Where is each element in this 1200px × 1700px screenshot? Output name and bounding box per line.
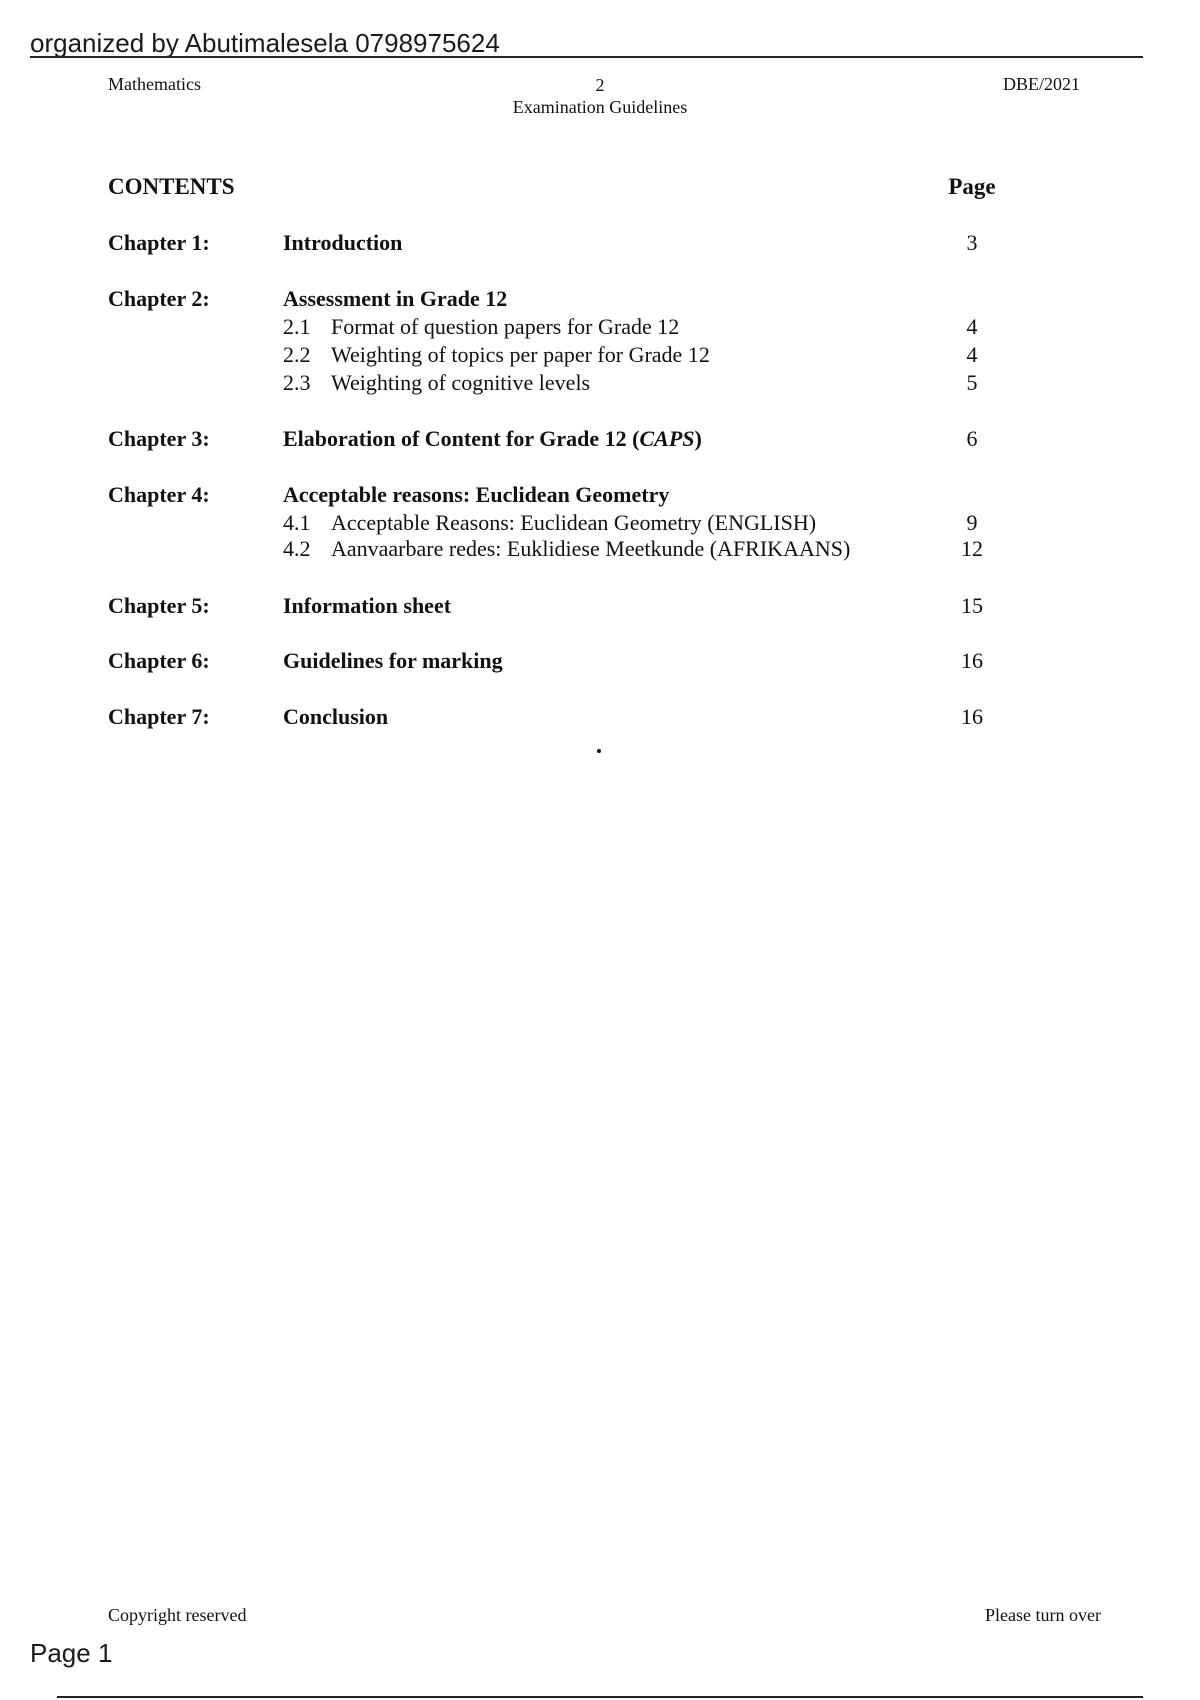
header-center [400,74,800,118]
organizer-banner: organized by Abutimalesela 0798975624 [30,28,500,58]
item-number: 2.2 [283,342,311,367]
header-subtitle: Examination Guidelines [512,97,688,117]
chapter-page: 6 [966,426,978,451]
toc-chapter-1 [0,229,1200,257]
footer-copyright: Copyright reserved [108,1605,247,1625]
chapter-title: Assessment in Grade 12 [283,286,508,311]
chapter-label: Chapter 2: [108,286,210,311]
toc-item-2-1 [0,314,1200,340]
chapter-label: Chapter 6: [108,648,210,673]
bottom-divider [57,1696,1143,1698]
item-title: Weighting of cognitive levels [331,370,591,395]
item-page: 12 [961,536,983,561]
chapter-page: 16 [961,704,983,729]
contents-title: CONTENTS [108,174,235,199]
header-page-number: 2 [595,75,605,95]
page-column-heading: Page [948,174,996,199]
toc-chapter-5 [0,592,1200,620]
item-number: 4.1 [283,510,311,535]
chapter-title: Introduction [283,230,403,255]
chapter-label: Chapter 1: [108,230,210,255]
chapter-title: Acceptable reasons: Euclidean Geometry [283,482,670,507]
chapter-label: Chapter 4: [108,482,210,507]
toc-item-4-2 [0,536,1200,562]
item-number: 2.3 [283,370,311,395]
chapter-page: 16 [961,648,983,673]
page-label: Page 1 [30,1638,113,1668]
header-subject: Mathematics [108,74,201,94]
chapter-title-italic: CAPS [639,426,695,451]
toc-chapter-4 [0,481,1200,509]
chapter-page: 15 [961,593,983,618]
item-page: 4 [966,342,978,367]
chapter-title: Information sheet [283,593,452,618]
item-page: 5 [966,370,978,395]
item-title: Weighting of topics per paper for Grade 12 [331,342,710,367]
chapter-title-main: Elaboration of Content for Grade 12 ( [283,426,640,451]
banner-divider [30,56,1143,58]
toc-item-4-1 [0,510,1200,536]
footer-turn-over: Please turn over [985,1605,1101,1625]
chapter-page: 3 [966,230,978,255]
item-number: 4.2 [283,536,311,561]
chapter-title: Conclusion [283,704,389,729]
chapter-title-end: ) [694,426,702,451]
item-title: Format of question papers for Grade 12 [331,314,680,339]
item-title: Acceptable Reasons: Euclidean Geometry (ENGLISH) [331,510,817,535]
toc-item-2-2 [0,342,1200,368]
toc-chapter-3 [0,425,1200,453]
chapter-title [283,425,702,453]
item-page: 9 [966,510,978,535]
item-title: Aanvaarbare redes: Euklidiese Meetkunde (AFRIKAANS) [331,536,851,561]
item-page: 4 [966,314,978,339]
item-number: 2.1 [283,314,311,339]
toc-chapter-7 [0,703,1200,731]
toc-chapter-6 [0,647,1200,675]
chapter-title: Guidelines for marking [283,648,503,673]
toc-item-2-3 [0,370,1200,396]
toc-chapter-2 [0,285,1200,313]
header-code: DBE/2021 [1002,74,1080,94]
stray-dot [597,749,601,753]
chapter-label: Chapter 5: [108,593,210,618]
chapter-label: Chapter 7: [108,704,210,729]
chapter-label: Chapter 3: [108,426,210,451]
